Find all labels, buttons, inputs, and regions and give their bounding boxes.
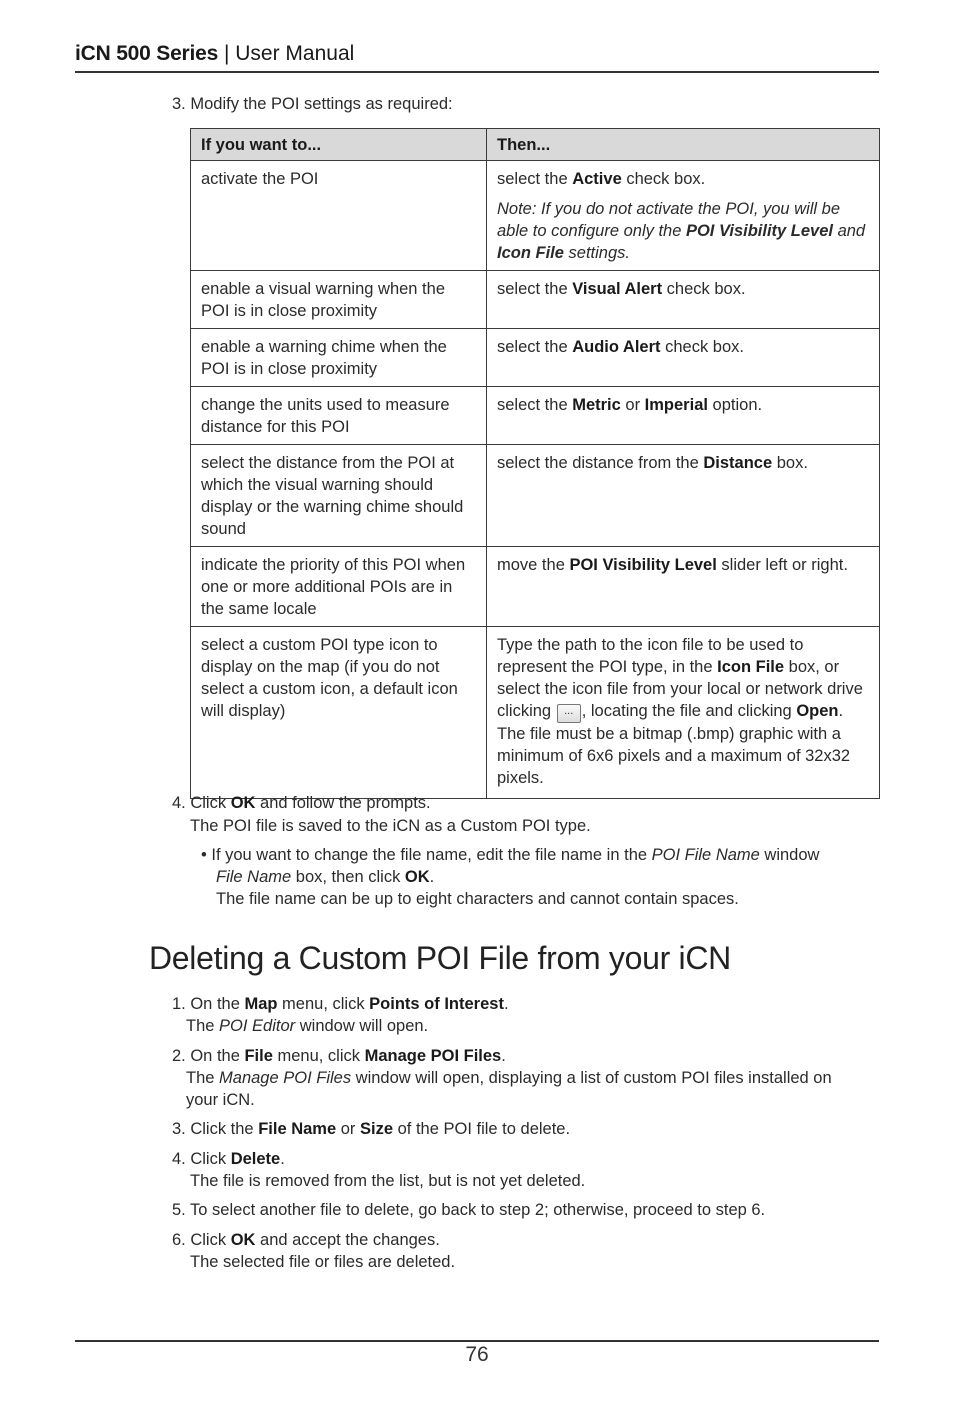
step4-line2: The POI file is saved to the iCN as a Custom POI type.: [190, 817, 591, 835]
table-row: [191, 387, 880, 445]
step4-line1: 4. Click OK and follow the prompts.: [172, 794, 431, 812]
column-header-want: If you want to...: [191, 129, 487, 161]
delete-step-2: 2. On the File menu, click Manage POI Files.: [172, 1047, 506, 1065]
table-row: [191, 445, 880, 547]
step4-bullet: • If you want to change the file name, edit the file name in the POI File Name window: [201, 846, 820, 864]
delete-step-6: 6. Click OK and accept the changes.: [172, 1231, 440, 1249]
want-cell: enable a warning chime when the POI is in close proximity: [191, 329, 487, 387]
delete-step-4-result: The file is removed from the list, but is not yet deleted.: [190, 1172, 586, 1190]
table-header-row: [191, 129, 880, 161]
delete-step-2-result: The Manage POI Files window will open, displaying a list of custom POI files installed on: [186, 1069, 832, 1087]
product-name: iCN 500 Series: [75, 42, 219, 65]
header-separator: |: [218, 42, 236, 65]
then-cell: select the Active check box. Note: If you do not activate the POI, you will be able to configure only the POI Visibility Level and Icon File settings.: [487, 161, 880, 271]
then-cell: select the distance from the Distance box.: [487, 445, 880, 547]
then-cell: select the Metric or Imperial option.: [487, 387, 880, 445]
browse-button-icon: ...: [557, 704, 581, 723]
delete-step-4: 4. Click Delete.: [172, 1150, 285, 1168]
want-cell: select the distance from the POI at which the visual warning should display or the warning chime should sound: [191, 445, 487, 547]
column-header-then: Then...: [487, 129, 880, 161]
page-number: 76: [465, 1343, 489, 1366]
delete-step-5: 5. To select another file to delete, go back to step 2; otherwise, proceed to step 6.: [172, 1201, 766, 1219]
want-cell: change the units used to measure distance for this POI: [191, 387, 487, 445]
then-cell: Type the path to the icon file to be used to represent the POI type, in the Icon File box, or select the icon file from your local or network drive clicking ... , locating the file and clicking Open. The file must be a bitmap (.bmp) graphic with a minimum of 6x6 pixels and a maximum of 32x32 pixels.: [487, 627, 880, 799]
table-row: [191, 271, 880, 329]
poi-settings-table: [190, 128, 880, 799]
step3-intro: 3. Modify the POI settings as required:: [172, 95, 453, 113]
footer-rule: [75, 1340, 879, 1342]
step4-bullet-note: The file name can be up to eight characters and cannot contain spaces.: [216, 890, 739, 908]
then-cell: select the Visual Alert check box.: [487, 271, 880, 329]
want-cell: enable a visual warning when the POI is in close proximity: [191, 271, 487, 329]
delete-step-1: 1. On the Map menu, click Points of Interest.: [172, 995, 509, 1013]
delete-step-1-result: The POI Editor window will open.: [186, 1017, 429, 1035]
then-cell: select the Audio Alert check box.: [487, 329, 880, 387]
table-row: [191, 627, 880, 799]
table-row: [191, 547, 880, 627]
delete-step-6-result: The selected file or files are deleted.: [190, 1253, 456, 1271]
table-row: [191, 161, 880, 271]
manual-label: User Manual: [235, 42, 355, 65]
header-rule: [75, 71, 879, 73]
header-title: [75, 42, 354, 66]
want-cell: activate the POI: [191, 161, 487, 271]
step4-bullet-cont: File Name box, then click OK.: [216, 868, 435, 886]
want-cell: select a custom POI type icon to display on the map (if you do not select a custom icon, a default icon will display): [191, 627, 487, 799]
table-row: [191, 329, 880, 387]
note-text: Note: If you do not activate the POI, you will be able to configure only the POI Visibility Level and Icon File settings.: [497, 200, 866, 262]
section-heading: Deleting a Custom POI File from your iCN: [149, 940, 731, 976]
want-cell: indicate the priority of this POI when one or more additional POIs are in the same locale: [191, 547, 487, 627]
delete-step-3: 3. Click the File Name or Size of the POI file to delete.: [172, 1120, 571, 1138]
then-cell: move the POI Visibility Level slider left or right.: [487, 547, 880, 627]
delete-step-2-result-cont: your iCN.: [186, 1091, 255, 1109]
